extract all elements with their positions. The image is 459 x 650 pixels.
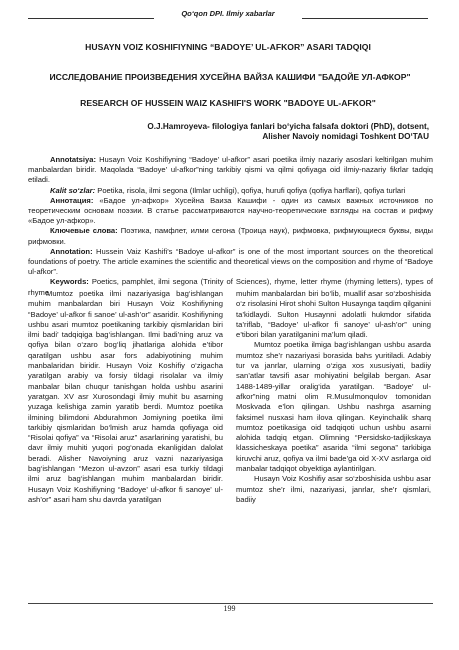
author-line-2: Alisher Navoiy nomidagi Toshkent DO‘TAU [262, 132, 429, 141]
author-block [99, 122, 429, 142]
running-header [28, 9, 428, 21]
keywords-en-text: Poetics, pamphlet, ilmi segona (Trinity of Sciences), rhyme, letter rhyme (rhyming letters), types of rhyme [28, 277, 433, 297]
keywords-ru [28, 226, 433, 246]
body-column-left [28, 289, 223, 505]
abstract-block [28, 155, 433, 298]
abstract-ru [28, 196, 433, 227]
abstract-en-text: Hussein Vaiz Kashifi's “Badoye ul-afkor” is one of the most important sources on the theoretical foundations of poetry. The article examines the scientific and theoretical views on the composition and rhyme of “Badoye ul-afkor”. [28, 246, 433, 277]
keywords-ru-label: Ключевые слова: [50, 226, 118, 236]
title-russian: ИССЛЕДОВАНИЕ ПРОИЗВЕДЕНИЯ ХУСЕЙНА ВАЙЗА КАШИФИ "БАДОЙЕ УЛ-АФКОР" [49, 72, 411, 82]
abstract-en-label: Annotation: [50, 246, 93, 256]
abstract-uz-text: Husayn Voiz Koshifiyning “Badoye’ ul-afkor” asari poetika ilmiy nazariy asoslari keltirilgan muhim manbalardan biridir. Maqolada “Badoye’ ul-afkor”ning tarkibiy qismi va qilmi qofiyaga oid ilmiy-nazariy fikrlar tadqiq etiladi. [28, 155, 433, 185]
title-english: RESEARCH OF HUSSEIN WAIZ KASHIFI'S WORK "BADOYE UL-AFKOR" [80, 98, 376, 108]
page-number: 199 [223, 604, 236, 613]
keywords-uz-text: Poetika, risola, ilmi segona (Ilmlar uchligi), qofiya, hurufi qofiya (qofiya harflari), qofiya turlari [95, 185, 406, 195]
paragraph: muhim manbalardan biri bo‘lib, muallif asar so‘zboshisida o‘z risolasini Hirot shohi Sulton Husaynga taqdim qilganini ta’kidlaydi. Sulton Husaynni adolatli hukmdor sifatida ta’riflab, “Badoye’ ul-afkor fi sanoye’ ul-ash’or” uning e’tibori bilan yaratilganini ma’lum qiladi. [236, 289, 431, 340]
keywords-uz [28, 186, 433, 196]
abstract-en [28, 247, 433, 278]
keywords-ru-text: Поэтика, памфлет, илми сегона (Троица наук), рифмовка, рифмующиеся буквы, виды рифмовки. [28, 226, 433, 246]
header-rule-left [28, 18, 154, 19]
abstract-uz [28, 155, 433, 186]
author-line-1: O.J.Hamroyeva- filologiya fanlari bo‘yicha falsafa doktori (PhD), dotsent, [147, 122, 429, 131]
paragraph: Husayn Voiz Koshifiy asar so‘zboshisida ushbu asar mumtoz she’r ilmi, nazariyasi, janrlar, she’r qismlari, badiiy [236, 474, 431, 504]
abstract-uz-label: Annotatsiya: [50, 155, 96, 164]
keywords-en-label: Keywords: [50, 277, 89, 287]
journal-name: Qo‘qon DPI. Ilmiy xabarlar [178, 9, 277, 18]
abstract-ru-label: Аннотация: [50, 195, 94, 205]
header-rule-right [302, 18, 428, 19]
body-column-right [236, 289, 431, 505]
keywords-uz-label: Kalit so‘zlar: [50, 185, 96, 195]
paragraph: Mumtoz poetika ilmi nazariyasiga bag‘ishlangan muhim manbalardan biri Husayn Voiz Koshifiyning “Badoye’ ul-afkor fi sanoe’ ul-ash’or” asaridir. Koshifiyning ushbu asari mumtoz poetikaning tarkibiy qismlaridan biri ilmi badi’ tadqiqiga bag‘ishlangan. Ilmi badi’ning aruz va qofiya bilan o‘zaro bog‘liq jihatlariga alohida e’tibor qaratilgan ushbu asar fors adabiyotining muhim manbalaridan biridir. Husayn Voiz Koshifiy o‘zigacha yaratilgan arabiy va forsiy tildagi risolalar va ilmiy manbalar bilan chuqur tanishgan holda ushbu asarini yaratgan. XV asr Xurosondagi ilmiy muhit bu asarning yuzaga kelishiga zamin yaratib berdi. Mumtoz poetika ilmining bilimdoni Abdurahmon Jomiyning poetika ilmi tarkibiy qismlaridan bo‘lmish aruz hamda qofiyaga oid “Risolai qofiya” va “Risolai aruz” asarlarining yaratishi, bu davr ilmiy muhiti yuqori pog‘onada ekanligidan dalolat beradi. Alisher Navoiyning aruz vazni nazariyasiga bag‘ishlangan “Mezon ul-avzon” asari esa turkiy tildagi ilmi aruz bag‘ishlangan muhim manbalardan biridir. Husayn Voiz Koshifiyning “Badoye’ ul-afkor fi sanoye’ ul-ash’or” asari ham shu davrda yaratilgan [28, 289, 223, 504]
title-uzbek: HUSAYN VOIZ KOSHIFIYNING “BADOYE’ UL-AFKOR” ASARI TADQIQI [85, 42, 371, 52]
paragraph: Mumtoz poetika ilmiga bag‘ishlangan ushbu asarda mumtoz she’r nazariyasi borasida bahs yuritiladi. Adabiy tur va janrlar, ularning o‘ziga xos xususiyati, badiiy san’atlar tavsifi asar mohiyatini belgilab bergan. Asar 1488-1489-yillar oralig‘ida yaratilgan. “Badoye’ ul-afkor”ning matni olim R.Musulmonqulov tomonidan Moskvada e’lon qilingan. Ushbu nashrga asarning faksimel nusxasi ham ilova qilingan. Keyinchalik sharq mumtoz poetikasiga oid tadqiqoti uchun ushbu asarni alohida tadqiq etgan. Olimning “Persidsko-tadjikskaya klassicheskaya poetika” asarida “ilmi segona” tarkibiga kiruvchi aruz, qofiya va ilmi bade’ga oid X-XV asrlarga oid manbalar tadqiqot obyektiga aylantirilgan. [236, 340, 431, 474]
abstract-ru-text: «Бадое ул-афкор» Хусейна Ваиза Кашифи - один из самых важных источников по теоретическим основам поэзии. В статье рассматриваются научно-теоретические взгляды на состав и рифму «Бадое ул-афкор». [28, 195, 433, 226]
